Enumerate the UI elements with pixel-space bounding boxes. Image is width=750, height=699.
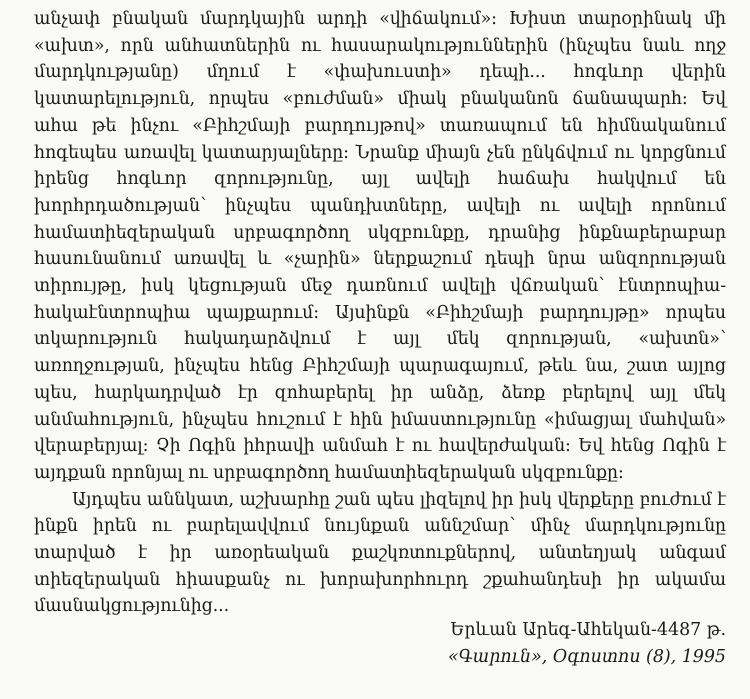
article-body: [34, 6, 726, 620]
paragraph-continuation: անչափ բնական մարդկային արդի «վիճակում»: Խիստ տարօրինակ մի «ախտ», որն անհատներին ու հասարակություններին (ինչպես նաև ողջ մարդկությանը) մղում է «փախուստի» դեպի... հոգևոր վերին կատարելություն, որպես «բուժման» միակ բնականոն ճանապարհ: Եվ ահա թե ինչու «Բիհշմայի բարդույթով» տառապում են հիմնականում հոգեպես առավել կատարյալները: Նրանք միայն չեն ընկճվում ու կորցնում իրենց հոգևոր զորությունը, այլ ավելի հաճախ հակվում են խորհրդածության՝ ինչպես պանդխտները, ավելի ու ավելի որոնում համատիեզերական սրբագործող սկզբունքը, դրանից ինքնաբերաբար հասունանում առավել և «չարին» ներքաշում դեպի նրա անզորության տիրույթը, իսկ կեցության մեջ դառնում ավելի վճռական՝ էնտրոպիա-հակաէնտրոպիա պայքարում: Այսինքն «Բիհշմայի բարդույթը» որպես տկարություն հակադարձվում է այլ մեկ զորության, «ախտն»՝ առողջության, ինչպես հենց Բիհշմայի պարագայում, թեև նա, շատ այլոց պես, հարկադրված էր զոհաբերել իր անձը, ձեռք բերելով այլ մեկ անմահություն, ինչպես հուշում է հին իմաստությունը «իմացյալ մահվան» վերաբերյալ: Չի Ոգին իհրավի անմահ է ու հավերժական: Եվ հենց Ոգին է այդքան որոնյալ ու սրբագործող համատիեզերական սկզբունքը:: [34, 9, 726, 483]
source-citation: «Գարուն», Օգոստոս (8), 1995: [447, 646, 726, 667]
signature-block: [448, 617, 726, 670]
paragraph-closing: Այդպես աննկատ, աշխարհը շան պես լիզելով իր իսկ վերքերը բուժում է ինքն իրեն ու բարելավվում նույնքան աննշմար՝ մինչ մարդկությունը տարված է իր առօրեական քաշկռտուքներով, անտեղյակ անգամ տիեզերական հիասքանչ ու խորախորհուրդ շքահանդեսի իր ակամա մասնակցությունից...: [34, 489, 726, 617]
author-date-line: Երևան Արեգ-Ահեկան-4487 թ.: [450, 620, 726, 640]
